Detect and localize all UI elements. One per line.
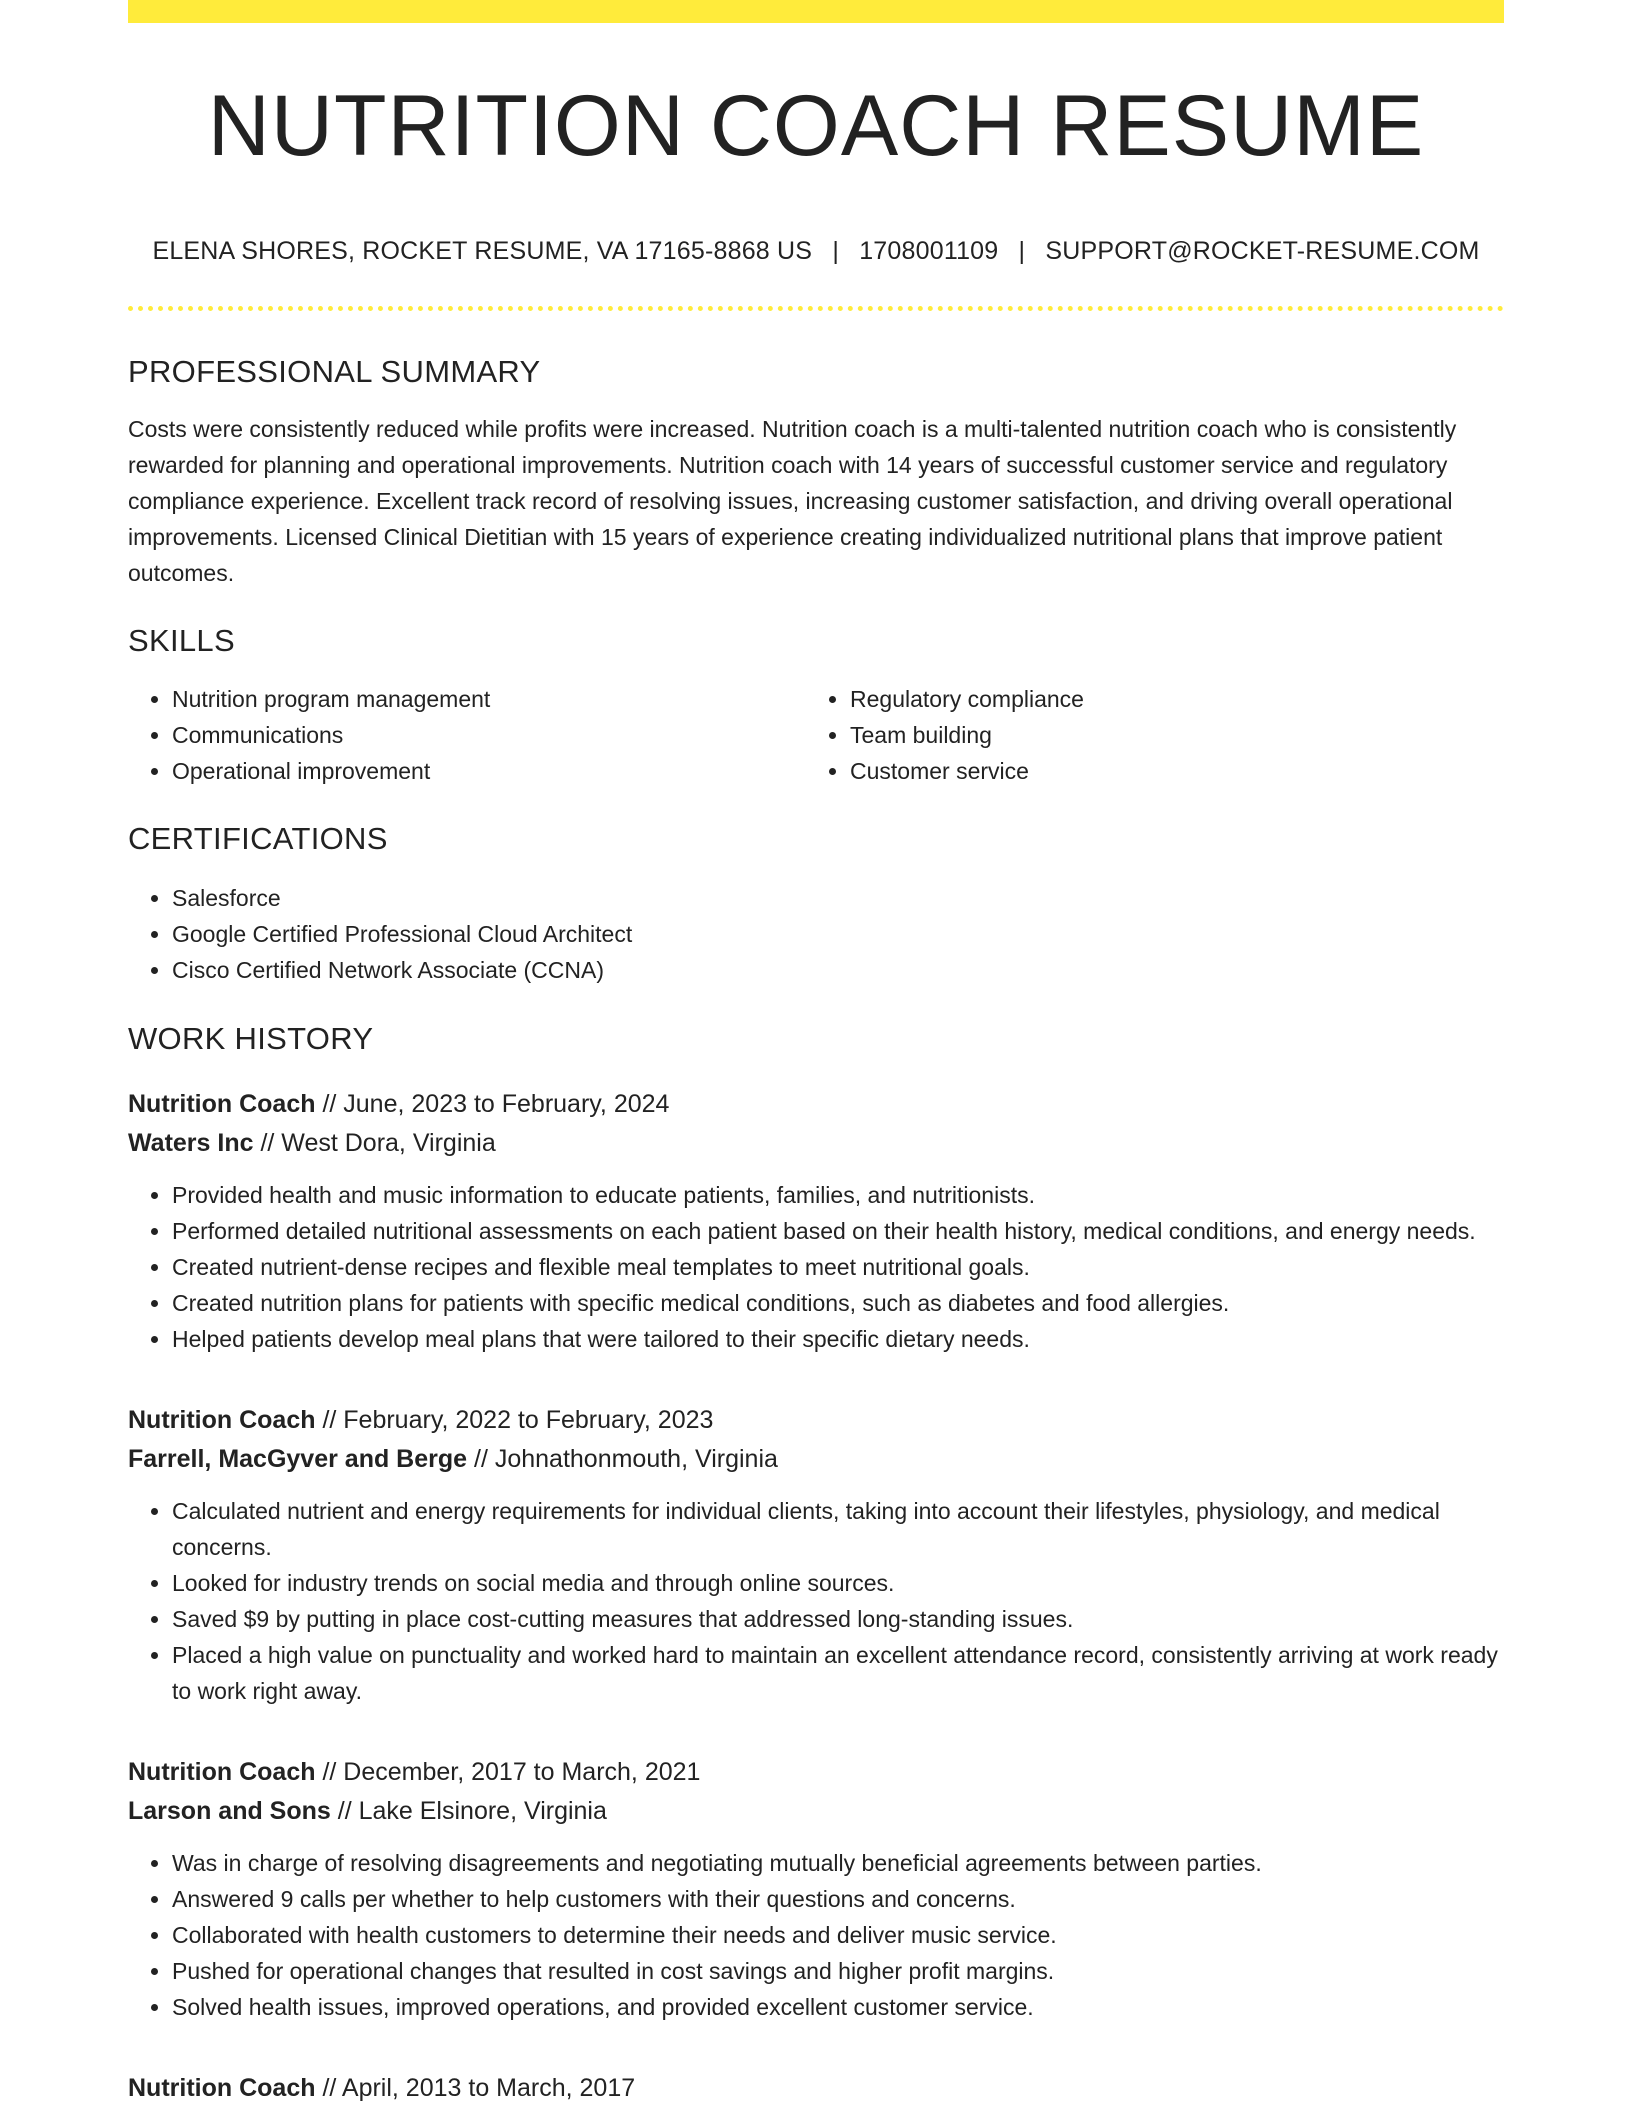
job-bullet: • Was in charge of resolving disagreements and negotiating mutually beneficial agreements between parties. [172, 1845, 1504, 1881]
job-company: Farrell, MacGyver and Berge [128, 1444, 468, 1473]
contact-address: ELENA SHORES, ROCKET RESUME, VA 17165-8868 US [152, 237, 813, 265]
dotted-divider [128, 306, 1504, 311]
job-bullet: • Performed detailed nutritional assessments on each patient based on their health history, medical conditions, and energy needs. [172, 1213, 1504, 1249]
job-location: // West Dora, Virginia [253, 1128, 496, 1157]
work-history-heading: WORK HISTORY [128, 1020, 374, 1056]
job-dates: // December, 2017 to March, 2021 [315, 1757, 701, 1786]
skills-column-left [128, 681, 806, 789]
job-company: Waters Inc [128, 1128, 254, 1157]
job-bullets [128, 1177, 1504, 1357]
skill-item: • Nutrition program management [172, 681, 806, 717]
certification-item: • Cisco Certified Network Associate (CCNA) [172, 952, 1504, 988]
job-bullet: • Answered 9 calls per whether to help customers with their questions and concerns. [172, 1881, 1504, 1917]
job-dates: // February, 2022 to February, 2023 [315, 1405, 714, 1434]
job-bullet: • Collaborated with health customers to determine their needs and deliver music service. [172, 1917, 1504, 1953]
job-company-line [128, 1792, 1504, 1831]
resume-page [128, 0, 1504, 2108]
job-bullet: • Looked for industry trends on social media and through online sources. [172, 1565, 1504, 1601]
summary-heading: PROFESSIONAL SUMMARY [128, 354, 541, 389]
job-company: Larson and Sons [128, 1796, 331, 1825]
certification-item: • Salesforce [172, 880, 1504, 916]
certifications-list [128, 880, 1504, 988]
job-entry [128, 1085, 1504, 1357]
skill-item: • Team building [850, 717, 1084, 753]
job-bullet: • Created nutrient-dense recipes and flexible meal templates to meet nutritional goals. [172, 1249, 1504, 1285]
skill-item: • Customer service [850, 753, 1084, 789]
job-title-line [128, 1401, 1504, 1440]
job-bullet: • Solved health issues, improved operations, and provided excellent customer service. [172, 1989, 1504, 2025]
job-bullet: • Saved $9 by putting in place cost-cutting measures that addressed long-standing issues. [172, 1601, 1504, 1637]
job-title-line [128, 1085, 1504, 1124]
job-title: Nutrition Coach [128, 1757, 316, 1786]
job-bullet: • Pushed for operational changes that resulted in cost savings and higher profit margins. [172, 1953, 1504, 1989]
job-title-line [128, 1753, 1504, 1792]
skills-heading: SKILLS [128, 623, 235, 659]
resume-title: NUTRITION COACH RESUME [207, 78, 1425, 174]
job-location: // Johnathonmouth, Virginia [467, 1444, 778, 1473]
contact-separator: | [1018, 237, 1026, 265]
job-bullet: • Helped patients develop meal plans that were tailored to their specific dietary needs. [172, 1321, 1504, 1357]
accent-top-bar [128, 0, 1504, 23]
job-dates: // April, 2013 to March, 2017 [315, 2073, 636, 2102]
job-title: Nutrition Coach [128, 2073, 316, 2102]
job-bullet: • Created nutrition plans for patients with specific medical conditions, such as diabetes and food allergies. [172, 1285, 1504, 1321]
job-bullets [128, 1493, 1504, 1709]
contact-email: SUPPORT@ROCKET-RESUME.COM [1045, 237, 1480, 265]
job-entry [128, 1753, 1504, 2025]
job-entry [128, 2069, 1504, 2108]
job-bullet: • Placed a high value on punctuality and worked hard to maintain an excellent attendance record, consistently arriving at work ready to work right away. [172, 1637, 1504, 1709]
contact-phone: 1708001109 [859, 237, 999, 265]
contact-separator: | [832, 237, 840, 265]
skills-column-right [806, 681, 1084, 789]
job-company-line [128, 1440, 1504, 1479]
contact-line [128, 236, 1504, 266]
job-title-line [128, 2069, 1504, 2108]
skill-item: • Regulatory compliance [850, 681, 1084, 717]
job-title: Nutrition Coach [128, 1089, 316, 1118]
job-bullet: • Calculated nutrient and energy requirements for individual clients, taking into account their lifestyles, physiology, and medical concerns. [172, 1493, 1504, 1565]
job-bullets [128, 1845, 1504, 2025]
skills-list [128, 681, 1504, 789]
job-company-line [128, 1124, 1504, 1163]
certifications-heading: CERTIFICATIONS [128, 821, 388, 857]
job-title: Nutrition Coach [128, 1405, 316, 1434]
skill-item: • Operational improvement [172, 753, 806, 789]
job-entry [128, 1401, 1504, 1709]
job-bullet: • Provided health and music information to educate patients, families, and nutritionists. [172, 1177, 1504, 1213]
skill-item: • Communications [172, 717, 806, 753]
certification-item: • Google Certified Professional Cloud Architect [172, 916, 1504, 952]
job-location: // Lake Elsinore, Virginia [330, 1796, 607, 1825]
job-dates: // June, 2023 to February, 2024 [315, 1089, 670, 1118]
summary-text: Costs were consistently reduced while profits were increased. Nutrition coach is a multi-talented nutrition coach who is consistently rewarded for planning and operational improvements. Nutrition coach with 14 years of successful customer service and regulatory compliance experience. Excellent track record of resolving issues, increasing customer satisfaction, and driving overall operational improvements. Licensed Clinical Dietitian with 15 years of experience creating individualized nutritional plans that improve patient outcomes. [128, 416, 1457, 587]
